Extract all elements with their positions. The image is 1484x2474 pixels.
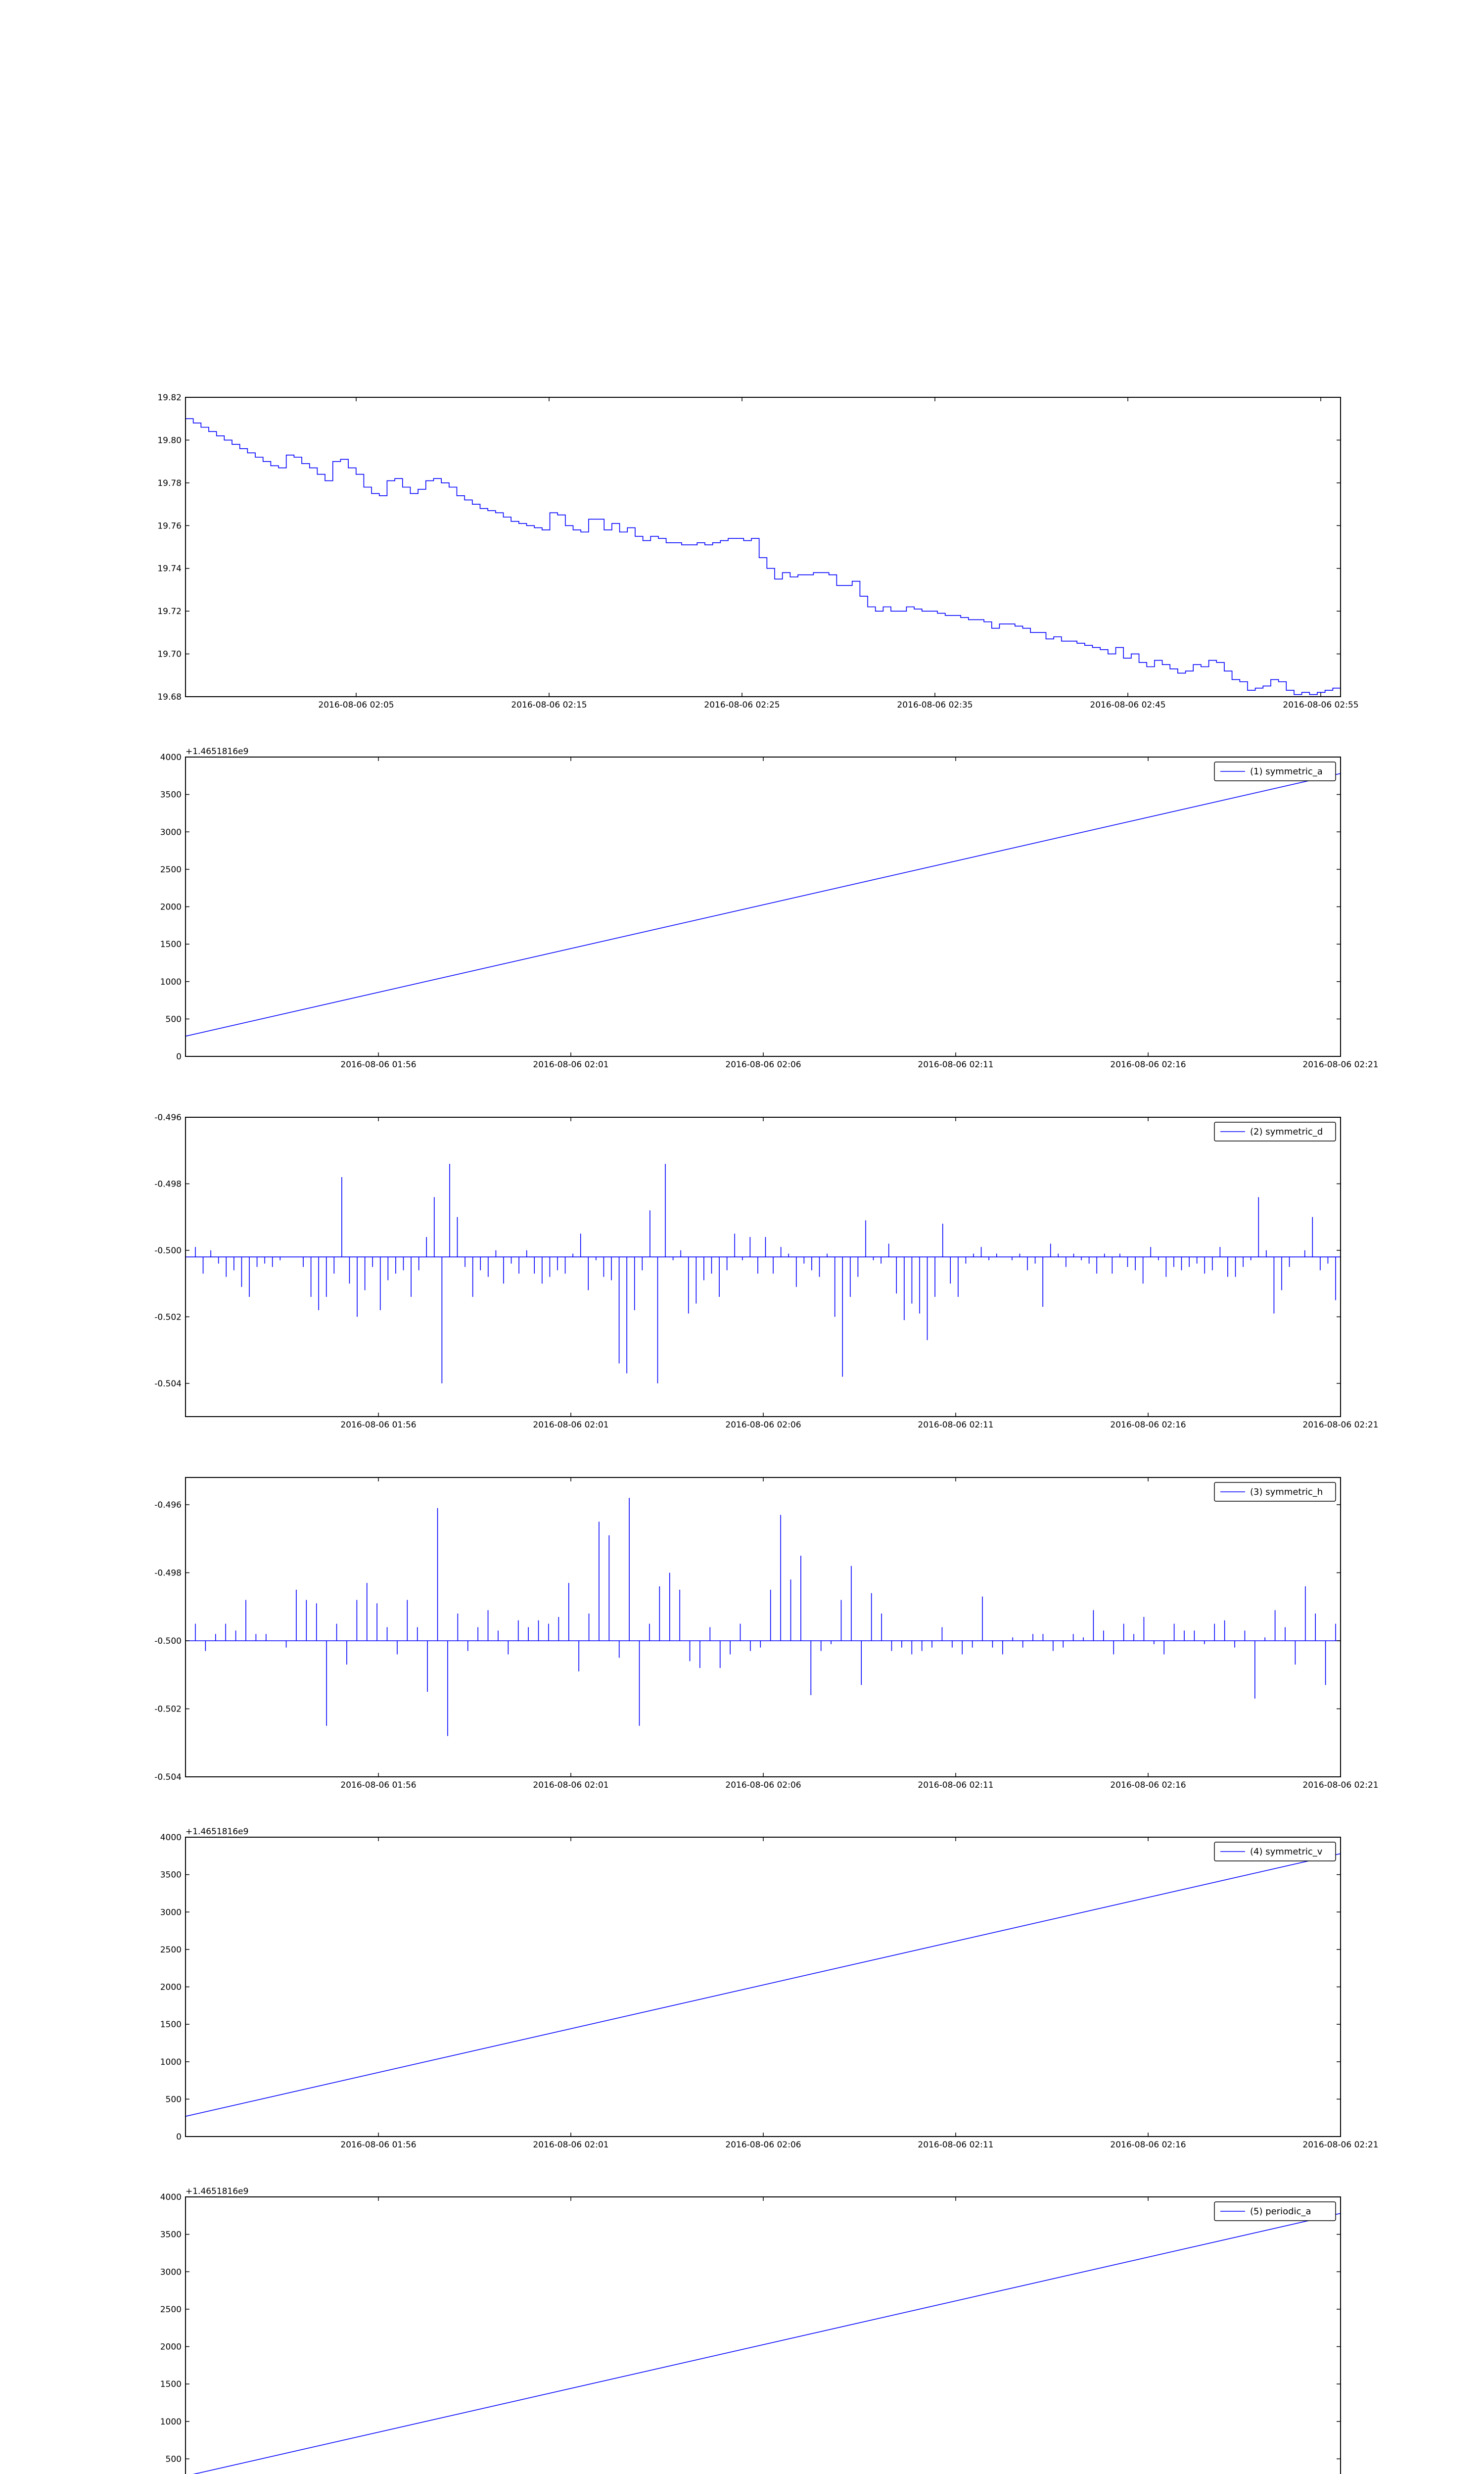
y-tick-label: -0.504 [154, 1772, 182, 1782]
series-line-5-1 [186, 1854, 1341, 2116]
x-tick-label: 2016-08-06 02:01 [533, 1060, 609, 1070]
y-tick-label: 19.68 [157, 692, 182, 702]
axes-frame [186, 397, 1341, 697]
axes-frame [186, 1477, 1341, 1777]
legend-label: (3) symmetric_h [1250, 1487, 1323, 1497]
y-tick-label: 3000 [160, 2267, 182, 2278]
y-tick-label: 19.72 [157, 607, 182, 617]
y-tick-label: 19.78 [157, 478, 182, 488]
y-tick-label: -0.502 [154, 1312, 182, 1323]
y-tick-label: 2000 [160, 2342, 182, 2352]
y-tick-label: 1000 [160, 2417, 182, 2427]
y-tick-label: 0 [176, 1052, 182, 1062]
x-tick-label: 2016-08-06 02:11 [918, 1420, 994, 1430]
y-tick-label: 4000 [160, 1833, 182, 1843]
chart-panel-4 [154, 1477, 1378, 1790]
legend-label: (5) periodic_a [1250, 2206, 1311, 2217]
y-tick-label: 1000 [160, 977, 182, 987]
series-line-1-1 [186, 419, 1341, 694]
x-tick-label: 2016-08-06 02:06 [725, 1780, 801, 1790]
x-tick-label: 2016-08-06 02:45 [1090, 700, 1166, 710]
y-tick-label: 2500 [160, 864, 182, 875]
y-tick-label: 4000 [160, 2192, 182, 2202]
x-tick-label: 2016-08-06 01:56 [340, 2140, 417, 2150]
chart-panel-3 [154, 1113, 1378, 1430]
y-tick-label: 2500 [160, 2304, 182, 2315]
y-tick-label: 3500 [160, 790, 182, 800]
y-tick-label: 19.82 [157, 393, 182, 403]
series-line-2-1 [186, 773, 1341, 1036]
series-line-4-1 [186, 1498, 1341, 1736]
x-tick-label: 2016-08-06 02:06 [725, 1420, 801, 1430]
x-tick-label: 2016-08-06 02:15 [511, 700, 587, 710]
y-tick-label: 3000 [160, 827, 182, 838]
x-tick-label: 2016-08-06 02:01 [533, 1420, 609, 1430]
x-tick-label: 2016-08-06 02:16 [1110, 1420, 1186, 1430]
y-tick-label: -0.500 [154, 1636, 182, 1646]
y-tick-label: 500 [165, 2454, 182, 2465]
y-tick-label: 19.80 [157, 435, 182, 446]
y-tick-label: 19.74 [157, 564, 182, 574]
axes-frame [186, 1837, 1341, 2137]
x-tick-label: 2016-08-06 01:56 [340, 1780, 417, 1790]
x-tick-label: 2016-08-06 02:35 [897, 700, 973, 710]
x-tick-label: 2016-08-06 02:11 [918, 1780, 994, 1790]
legend-label: (1) symmetric_a [1250, 766, 1323, 777]
x-tick-label: 2016-08-06 02:16 [1110, 1060, 1186, 1070]
y-tick-label: 2000 [160, 902, 182, 912]
y-tick-label: 500 [165, 2094, 182, 2105]
axes-frame [186, 2197, 1341, 2474]
y-tick-label: -0.496 [154, 1113, 182, 1123]
y-tick-label: -0.498 [154, 1568, 182, 1578]
x-tick-label: 2016-08-06 02:55 [1283, 700, 1359, 710]
y-tick-label: 1000 [160, 2057, 182, 2067]
y-tick-label: -0.498 [154, 1179, 182, 1189]
y-tick-label: -0.502 [154, 1704, 182, 1714]
y-tick-label: 19.70 [157, 649, 182, 660]
y-tick-label: 4000 [160, 753, 182, 762]
chart-panel-2 [160, 747, 1379, 1070]
chart-panel-6 [160, 2187, 1379, 2474]
x-tick-label: 2016-08-06 01:56 [340, 1060, 417, 1070]
x-tick-label: 2016-08-06 01:56 [340, 1420, 417, 1430]
series-line-3-1 [186, 1164, 1341, 1383]
y-tick-label: -0.504 [154, 1379, 182, 1389]
x-tick-label: 2016-08-06 02:05 [318, 700, 394, 710]
y-tick-label: -0.500 [154, 1245, 182, 1256]
y-tick-label: 2500 [160, 1945, 182, 1955]
chart-panel-5 [160, 1827, 1379, 2150]
x-tick-label: 2016-08-06 02:21 [1302, 1780, 1379, 1790]
y-tick-label: 19.76 [157, 521, 182, 531]
x-tick-label: 2016-08-06 02:11 [918, 1060, 994, 1070]
axes-frame [186, 1117, 1341, 1417]
x-tick-label: 2016-08-06 02:21 [1302, 2140, 1379, 2150]
y-tick-label: 3500 [160, 1870, 182, 1880]
x-tick-label: 2016-08-06 02:01 [533, 1780, 609, 1790]
legend-label: (4) symmetric_v [1250, 1847, 1323, 1857]
y-tick-label: 1500 [160, 940, 182, 950]
x-tick-label: 2016-08-06 02:16 [1110, 2140, 1186, 2150]
y-tick-label: -0.496 [154, 1500, 182, 1510]
y-tick-label: 3000 [160, 1907, 182, 1918]
x-tick-label: 2016-08-06 02:11 [918, 2140, 994, 2150]
y-tick-label: 2000 [160, 1982, 182, 1993]
axis-offset-label: +1.4651816e9 [186, 747, 249, 757]
x-tick-label: 2016-08-06 02:25 [704, 700, 780, 710]
series-line-6-1 [186, 2213, 1341, 2474]
x-tick-label: 2016-08-06 02:16 [1110, 1780, 1186, 1790]
y-tick-label: 3500 [160, 2230, 182, 2240]
axes-frame [186, 757, 1341, 1056]
x-tick-label: 2016-08-06 02:06 [725, 1060, 801, 1070]
x-tick-label: 2016-08-06 02:21 [1302, 1060, 1379, 1070]
y-tick-label: 1500 [160, 2379, 182, 2390]
legend-label: (2) symmetric_d [1250, 1127, 1323, 1137]
y-tick-label: 0 [176, 2132, 182, 2142]
x-tick-label: 2016-08-06 02:01 [533, 2140, 609, 2150]
axis-offset-label: +1.4651816e9 [186, 1827, 249, 1837]
x-tick-label: 2016-08-06 02:06 [725, 2140, 801, 2150]
axis-offset-label: +1.4651816e9 [186, 2187, 249, 2196]
chart-panel-1 [157, 393, 1358, 710]
y-tick-label: 1500 [160, 2020, 182, 2030]
x-tick-label: 2016-08-06 02:21 [1302, 1420, 1379, 1430]
y-tick-label: 500 [165, 1014, 182, 1025]
